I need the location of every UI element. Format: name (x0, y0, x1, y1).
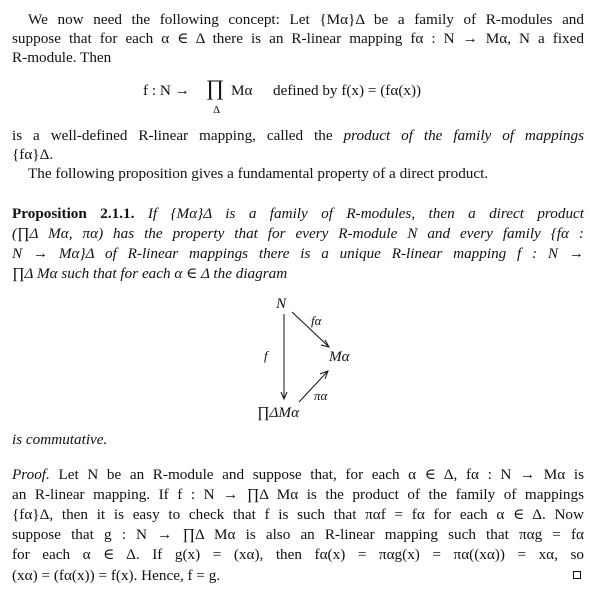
paragraph2-line3: The following proposition gives a fundamental property of a direct product. (28, 165, 489, 182)
diagram-node-right: Mα (329, 348, 350, 365)
formula-map-left: f : N → (143, 82, 190, 99)
qed-symbol (573, 571, 581, 579)
diagram-label-pi-alpha: πα (314, 388, 328, 403)
paragraph1-line1: We now need the following concept: Let {Mα}Δ be a family of R-modules and (28, 11, 584, 28)
proposition-line4: ∏Δ Mα such that for each α ∈ Δ the diagram (12, 265, 288, 282)
paragraph2-line1-emph: product of the family of mappings (343, 127, 584, 144)
paragraph1-line3: R-module. Then (12, 49, 112, 66)
proposition-line1-text: If {Mα}Δ is a family of R-modules, then a direct product (147, 205, 585, 222)
proof-line4: suppose that g : N → ∏Δ Mα is also an R-linear mapping such that παg = fα (12, 526, 584, 543)
proposition-heading: Proposition 2.1.1. (12, 205, 135, 222)
diagram-node-top: N (276, 295, 287, 312)
paragraph1-line2: suppose that for each α ∈ Δ there is an R-linear mapping fα : N → Mα, N a fixed (12, 30, 584, 47)
proposition-line2: (∏Δ Mα, πα) has the property that for every R-module N and every family {fα : (12, 225, 584, 242)
diagram-arrow-f-alpha (292, 312, 328, 346)
diagram-node-bottom: ∏ΔMα (257, 404, 300, 421)
proposition-closing: is commutative. (12, 431, 108, 448)
proof-line3: {fα}Δ, then it is easy to check that f is such that παf = fα for each α ∈ Δ. Now (12, 506, 584, 523)
formula-product-index: Δ (213, 104, 221, 116)
proof-label: Proof. (12, 466, 50, 483)
formula-definition: defined by f(x) = (fα(x)) (273, 82, 422, 99)
paragraph2-line2-end: . (49, 146, 54, 163)
proof-line6: (xα) = (fα(x)) = f(x). Hence, f = g. (12, 567, 221, 584)
diagram-label-f-alpha: fα (311, 313, 322, 328)
diagram-label-f: f (264, 348, 268, 363)
formula-product-factor: Mα (231, 82, 253, 99)
proof-line1-text: Let N be an R-module and suppose that, for each α ∈ Δ, fα : N → Mα is (58, 466, 585, 483)
diagram-arrow-pi-alpha (299, 372, 327, 402)
proof-line2: an R-linear mapping. If f : N → ∏Δ Mα is the product of the family of mappings (12, 486, 584, 503)
proof-line1 (12, 465, 584, 484)
paragraph2-line1-plain: is a well-defined R-linear mapping, called the (12, 127, 333, 144)
formula-product-symbol: ∏ (206, 75, 225, 100)
proposition-line3: N → Mα}Δ of R-linear mappings there is a unique R-linear mapping f : N → (12, 245, 584, 262)
proof-line5: for each α ∈ Δ. If g(x) = (xα), then fα(x) = παg(x) = πα((xα)) = xα, so (12, 546, 584, 563)
paragraph2-line2-emph: {fα}Δ (12, 146, 50, 163)
